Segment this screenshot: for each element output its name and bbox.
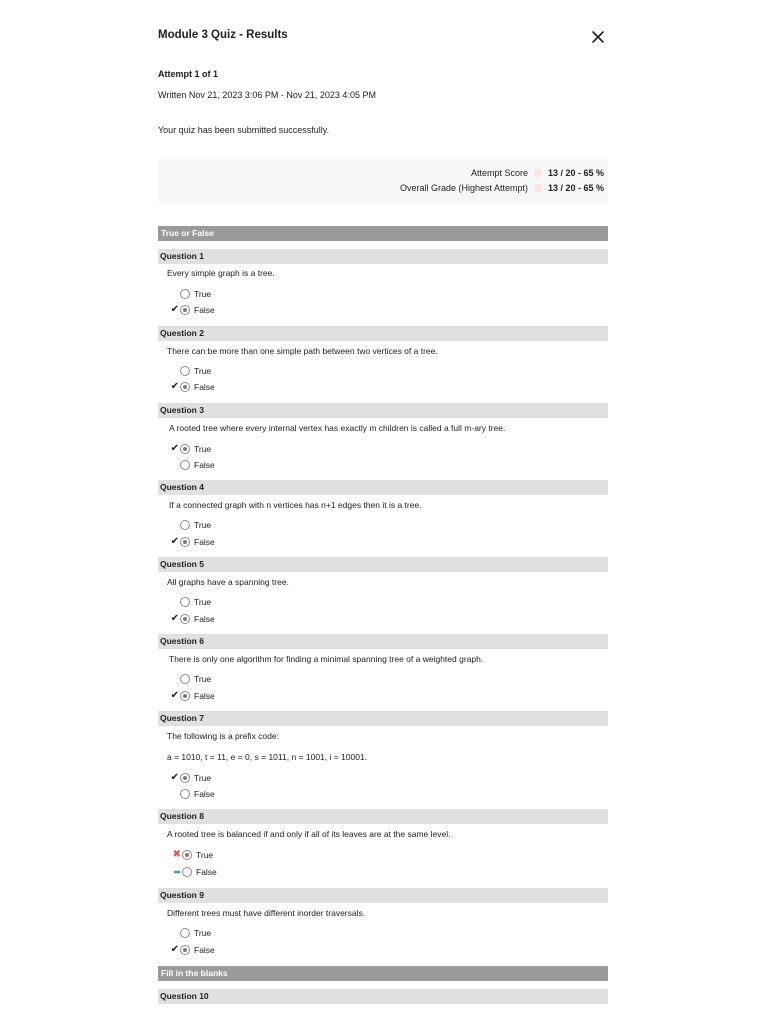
option-label: True xyxy=(194,927,212,938)
radio-button[interactable] xyxy=(180,537,190,547)
attempt-label: Attempt 1 of 1 xyxy=(158,69,219,79)
option-label: False xyxy=(194,944,215,955)
answer-option[interactable] xyxy=(158,612,215,625)
question-text: The following is a prefix code: xyxy=(167,731,279,741)
mark-slot xyxy=(158,787,180,800)
radio-button[interactable] xyxy=(180,305,190,315)
checkmark-icon: ✔ xyxy=(170,943,179,955)
question-header: Question 10 xyxy=(158,989,608,1004)
question-header: Question 5 xyxy=(158,557,608,572)
radio-button[interactable] xyxy=(180,444,190,454)
answer-option[interactable] xyxy=(158,926,211,939)
option-label: True xyxy=(194,772,212,783)
question-header: Question 9 xyxy=(158,888,608,903)
answer-option[interactable] xyxy=(158,380,215,393)
mark-slot xyxy=(158,672,180,685)
question-header: Question 7 xyxy=(158,711,608,726)
mark-slot xyxy=(158,535,180,548)
mark-slot xyxy=(158,380,180,393)
question-header: Question 2 xyxy=(158,326,608,341)
question-header: Question 6 xyxy=(158,634,608,649)
option-label: True xyxy=(194,673,212,684)
score-indicator xyxy=(534,184,542,192)
mark-slot xyxy=(158,943,180,956)
question-text-code: a = 1010, t = 11, e = 0, s = 1011, n = 1001, i = 10001. xyxy=(167,752,368,762)
question-header: Question 1 xyxy=(158,249,608,264)
radio-button[interactable] xyxy=(180,289,190,299)
submission-status: Your quiz has been submitted successfully. xyxy=(158,125,330,135)
overall-grade-value: 13 / 20 - 65 % xyxy=(548,183,605,193)
checkmark-icon: ✔ xyxy=(170,380,179,392)
radio-button[interactable] xyxy=(180,945,190,955)
answer-option[interactable] xyxy=(158,672,211,685)
option-label: True xyxy=(194,519,212,530)
answer-option[interactable] xyxy=(158,771,211,784)
overall-grade-row xyxy=(400,181,608,195)
checkmark-icon: ✔ xyxy=(170,442,179,454)
answer-option[interactable] xyxy=(158,787,215,800)
cross-icon: ✖ xyxy=(172,848,181,860)
arrow-right-icon: ➡ xyxy=(173,866,181,877)
option-label: True xyxy=(194,443,212,454)
answer-option[interactable] xyxy=(158,689,215,702)
option-label: False xyxy=(196,866,217,877)
checkmark-icon: ✔ xyxy=(170,535,179,547)
radio-button[interactable] xyxy=(180,614,190,624)
answer-option[interactable] xyxy=(158,442,211,455)
option-label: False xyxy=(194,613,215,624)
attempt-score-label: Attempt Score xyxy=(470,168,528,178)
answer-option[interactable] xyxy=(160,848,213,861)
score-indicator xyxy=(534,169,542,177)
question-text: A rooted tree where every internal vertex has exactly m children is called a full m-ary tree. xyxy=(169,423,506,433)
mark-slot xyxy=(158,442,180,455)
option-label: False xyxy=(194,536,215,547)
option-label: True xyxy=(194,288,212,299)
section-header-fill-blanks: Fill in the blanks xyxy=(158,966,608,981)
checkmark-icon: ✔ xyxy=(170,771,179,783)
score-summary xyxy=(158,159,608,204)
mark-slot xyxy=(158,303,180,316)
mark-slot xyxy=(158,518,180,531)
mark-slot xyxy=(160,865,182,878)
checkmark-icon: ✔ xyxy=(170,303,179,315)
mark-slot xyxy=(160,848,182,861)
page-title: Module 3 Quiz - Results xyxy=(158,29,288,41)
radio-button[interactable] xyxy=(180,366,190,376)
close-icon xyxy=(588,27,608,47)
option-label: True xyxy=(194,365,212,376)
answer-option[interactable] xyxy=(160,865,217,878)
question-header: Question 8 xyxy=(158,809,608,824)
option-label: False xyxy=(194,381,215,392)
answer-option[interactable] xyxy=(158,518,211,531)
mark-slot xyxy=(158,595,180,608)
option-label: True xyxy=(194,596,212,607)
question-text: If a connected graph with n vertices has n+1 edges then it is a tree. xyxy=(169,500,422,510)
radio-button[interactable] xyxy=(180,460,190,470)
attempt-score-value: 13 / 20 - 65 % xyxy=(548,168,605,178)
attempt-score-row xyxy=(471,166,608,180)
question-header: Question 3 xyxy=(158,403,608,418)
answer-option[interactable] xyxy=(158,943,215,956)
checkmark-icon: ✔ xyxy=(170,612,179,624)
radio-button[interactable] xyxy=(180,928,190,938)
checkmark-icon: ✔ xyxy=(170,689,179,701)
mark-slot xyxy=(158,926,180,939)
radio-button[interactable] xyxy=(180,597,190,607)
answer-option[interactable] xyxy=(158,364,211,377)
section-header-true-false: True or False xyxy=(158,226,608,241)
option-label: True xyxy=(196,849,214,860)
question-text: There is only one algorithm for finding a minimal spanning tree of a weighted graph. xyxy=(169,654,484,664)
radio-button[interactable] xyxy=(180,789,190,799)
overall-grade-label: Overall Grade (Highest Attempt) xyxy=(399,183,528,193)
radio-button[interactable] xyxy=(180,674,190,684)
question-text: There can be more than one simple path between two vertices of a tree. xyxy=(167,346,438,356)
option-label: False xyxy=(194,788,215,799)
close-button[interactable] xyxy=(588,27,608,47)
radio-button[interactable] xyxy=(180,691,190,701)
answer-option[interactable] xyxy=(158,535,215,548)
written-timestamp: Written Nov 21, 2023 3:06 PM - Nov 21, 2023 4:05 PM xyxy=(158,90,376,100)
question-header: Question 4 xyxy=(158,480,608,495)
mark-slot xyxy=(158,612,180,625)
answer-option[interactable] xyxy=(158,303,215,316)
question-text: All graphs have a spanning tree. xyxy=(167,577,289,587)
mark-slot xyxy=(158,689,180,702)
mark-slot xyxy=(158,287,180,300)
radio-button[interactable] xyxy=(180,382,190,392)
radio-button[interactable] xyxy=(182,850,192,860)
answer-option[interactable] xyxy=(158,595,211,608)
radio-button[interactable] xyxy=(180,520,190,530)
option-label: False xyxy=(194,459,215,470)
radio-button[interactable] xyxy=(180,773,190,783)
mark-slot xyxy=(158,458,180,471)
question-text: Every simple graph is a tree. xyxy=(167,268,275,278)
mark-slot xyxy=(158,364,180,377)
question-text: A rooted tree is balanced if and only if all of its leaves are at the same level. xyxy=(167,829,451,839)
mark-slot xyxy=(158,771,180,784)
option-label: False xyxy=(194,304,215,315)
question-text: Different trees must have different inorder traversals. xyxy=(167,908,366,918)
option-label: False xyxy=(194,690,215,701)
answer-option[interactable] xyxy=(158,458,215,471)
radio-button[interactable] xyxy=(182,867,192,877)
answer-option[interactable] xyxy=(158,287,211,300)
